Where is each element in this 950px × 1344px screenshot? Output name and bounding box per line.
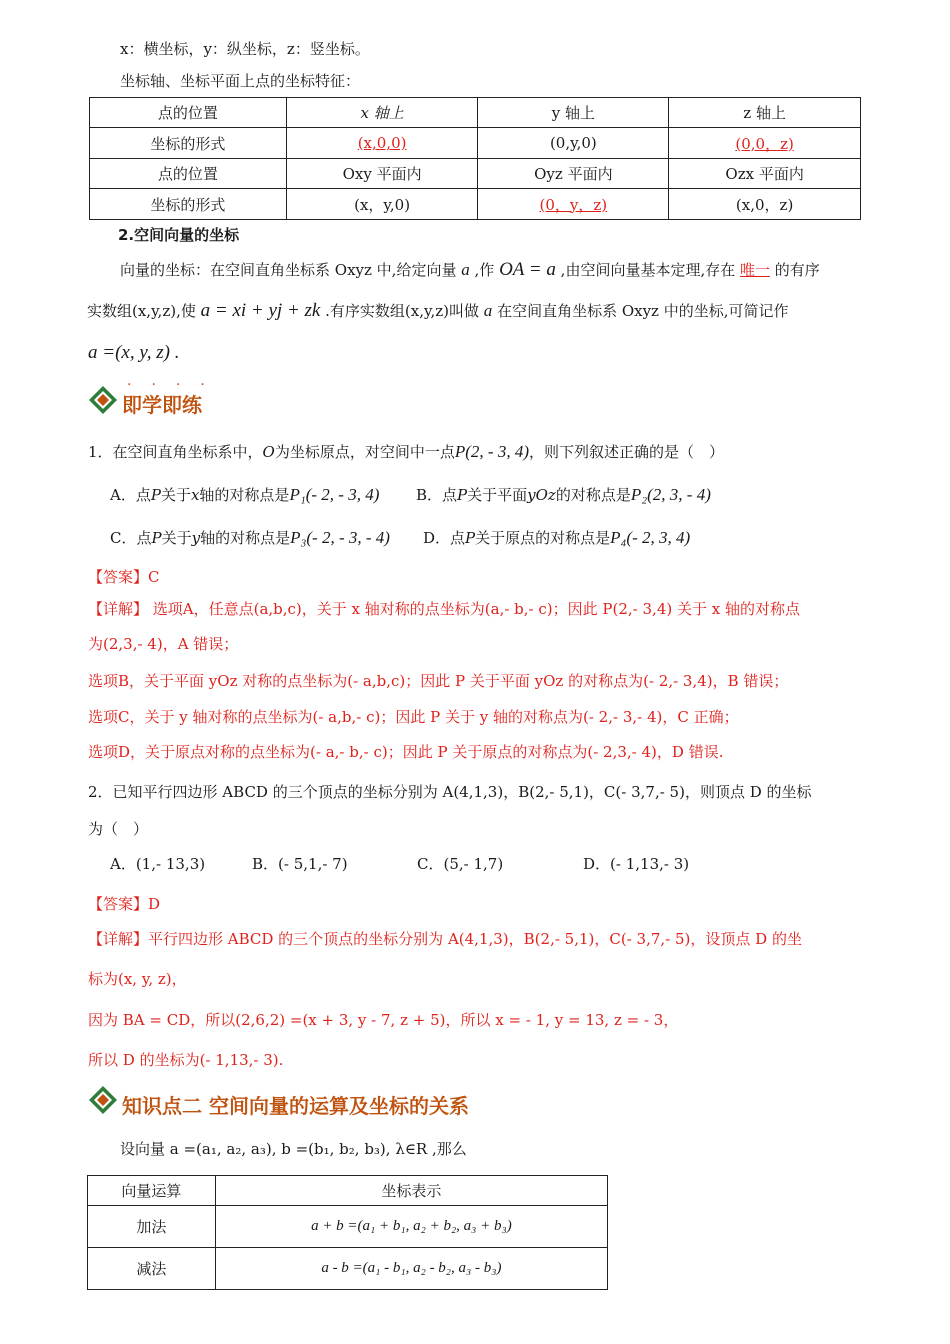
text-span: 关于平面 <box>467 486 528 504</box>
vector-a-symbol: a <box>483 301 493 320</box>
table-row <box>90 98 861 128</box>
table-cell: x 轴上 <box>286 98 478 128</box>
table-cell: (x,0,0) <box>286 128 478 159</box>
table-cell: z 轴上 <box>669 98 861 128</box>
vector-operations-table <box>87 1175 608 1290</box>
oa-equation: OA = a <box>499 259 556 280</box>
text-span: ,作 <box>474 261 495 279</box>
table-cell: 点的位置 <box>90 159 287 189</box>
text-span: P₁(- 2, - 3, 4) <box>289 485 380 504</box>
question-1-option-d[interactable] <box>423 527 690 548</box>
text-span: O <box>262 443 275 461</box>
emphasis-dots: ···· <box>127 377 225 393</box>
text-span: .有序实数组(x,y,z)叫做 <box>325 302 479 320</box>
table-row <box>88 1248 608 1290</box>
question-1-answer: 【答案】C <box>88 568 160 586</box>
question-2-detail-line: 因为 BA = CD，所以(2,6,2) =(x + 3, y - 7, z + 5)，所以 x = - 1, y = 13, z = - 3， <box>88 1011 679 1029</box>
vector-a-symbol: a <box>461 260 470 279</box>
table-cell: (0,0，z) <box>669 128 861 159</box>
table-cell: a + b =(a₁ + b₁, a₂ + b₂, a₃ + b₃) <box>215 1206 607 1248</box>
text-span: 为坐标原点，对空间中一点 <box>274 443 455 461</box>
question-2-stem-cont: 为（ ） <box>88 820 149 838</box>
question-1-detail-line: 【详解】 选项A，任意点(a,b,c)，关于 x 轴对称的点坐标为(a,- b,- c)；因此 P(2,- 3,4) 关于 x 轴的对称点 <box>88 600 800 618</box>
table-cell: 加法 <box>88 1206 216 1248</box>
question-2-option-c[interactable]: C．(5,- 1,7) <box>417 855 504 873</box>
decomposition-equation: a = xi + yj + zk <box>200 300 321 321</box>
question-2-detail-line: 【详解】平行四边形 ABCD 的三个顶点的坐标分别为 A(4,1,3)，B(2,- 5,1)，C(- 3,7,- 5)，设顶点 D 的坐 <box>88 930 802 948</box>
table-cell: Oxy 平面内 <box>286 159 478 189</box>
question-2-answer: 【答案】D <box>88 895 161 913</box>
text-span: D．点 <box>423 529 466 547</box>
table-cell: (x,0，z) <box>669 189 861 220</box>
text-span: P(2, - 3, 4) <box>454 442 529 461</box>
table-header-cell: 坐标表示 <box>215 1176 607 1206</box>
vector-coord-line-1 <box>120 259 820 281</box>
text-span: B．点 <box>416 486 458 504</box>
question-1-detail-line: 选项D，关于原点对称的点坐标为(- a,- b,- c)；因此 P 关于原点的对称点为(- 2,3,- 4)，D 错误. <box>88 743 724 761</box>
table-cell: Ozx 平面内 <box>669 159 861 189</box>
text-span: P₄(- 2, 3, 4) <box>610 528 691 547</box>
axis-names-text: x：横坐标，y：纵坐标，z：竖坐标。 <box>120 40 370 58</box>
table-row <box>90 128 861 159</box>
vector-coord-line-2 <box>87 300 789 322</box>
text-span: 的有序 <box>774 261 820 279</box>
diamond-icon <box>88 1085 118 1115</box>
text-span: y <box>191 529 201 547</box>
text-span: ,由空间向量基本定理,存在 <box>560 261 736 279</box>
text-span: P <box>150 486 161 504</box>
table-cell: (x，y,0) <box>286 189 478 220</box>
text-span: P₃(- 2, - 3, - 4) <box>290 528 390 547</box>
table-cell: y 轴上 <box>478 98 669 128</box>
question-2-option-a[interactable]: A．(1,- 13,3) <box>110 855 206 873</box>
table-cell: Oyz 平面内 <box>478 159 669 189</box>
text-span: C．点 <box>110 529 152 547</box>
table-row <box>88 1206 608 1248</box>
unique-highlight: 唯一 <box>740 261 771 279</box>
question-1-stem <box>88 441 724 462</box>
text-span: A．点 <box>110 486 151 504</box>
text-span: 关于 <box>161 529 192 547</box>
table-cell: (0,y,0) <box>478 128 669 159</box>
coordinate-features-table <box>89 97 861 220</box>
text-span: 实数组(x,y,z),使 <box>87 302 196 320</box>
table-cell: 坐标的形式 <box>90 189 287 220</box>
text-span: P <box>151 529 162 547</box>
coordinate-shorthand: a =(x, y, z) . <box>88 342 180 363</box>
question-2-detail-line: 标为(x, y, z)， <box>88 970 187 988</box>
text-span: 关于 <box>160 486 191 504</box>
question-1-detail-line: 为(2,3,- 4)，A 错误； <box>88 635 239 653</box>
text-span: 轴的对称点是 <box>200 529 291 547</box>
text-span: P <box>457 486 468 504</box>
text-span: P₂(2, 3, - 4) <box>630 485 711 504</box>
question-1-detail-line: 选项C，关于 y 轴对称的点坐标为(- a,b,- c)；因此 P 关于 y 轴的对称点为(- 2,- 3,- 4)，C 正确； <box>88 708 739 726</box>
text-span: 在空间直角坐标系 Oxyz 中的坐标,可简记作 <box>497 302 789 320</box>
table-cell: 点的位置 <box>90 98 287 128</box>
text-span: 1．在空间直角坐标系中， <box>88 443 263 461</box>
table-cell: 减法 <box>88 1248 216 1290</box>
text-span: ，则下列叙述正确的是（ ） <box>529 443 725 461</box>
section-2-title: 2.空间向量的坐标 <box>118 226 240 244</box>
table-cell: 坐标的形式 <box>90 128 287 159</box>
question-1-option-c[interactable] <box>110 527 390 548</box>
text-span: 的对称点是 <box>555 486 631 504</box>
features-title: 坐标轴、坐标平面上点的坐标特征： <box>120 72 361 90</box>
question-1-option-a[interactable] <box>110 484 379 505</box>
text-span: 轴的对称点是 <box>199 486 290 504</box>
text-span: x <box>190 486 200 504</box>
table-row <box>90 189 861 220</box>
text-span: 向量的坐标：在空间直角坐标系 Oxyz 中,给定向量 <box>120 261 457 279</box>
table-cell: a - b =(a₁ - b₁, a₂ - b₂, a₃ - b₃) <box>215 1248 607 1290</box>
question-2-option-d[interactable]: D．(- 1,13,- 3) <box>583 855 690 873</box>
text-span: yOz <box>527 486 556 504</box>
question-2-option-b[interactable]: B．(- 5,1,- 7) <box>252 855 348 873</box>
table-row <box>90 159 861 189</box>
question-1-detail-line: 选项B，关于平面 yOz 对称的点坐标为(- a,b,c)；因此 P 关于平面 yOz 的对称点为(- 2,- 3,4)，B 错误； <box>88 672 789 690</box>
table-header-cell: 向量运算 <box>88 1176 216 1206</box>
knowledge-point-2-title: 知识点二 空间向量的运算及坐标的关系 <box>122 1094 469 1118</box>
text-span: 关于原点的对称点是 <box>475 529 611 547</box>
diamond-icon <box>88 385 118 415</box>
question-2-stem: 2．已知平行四边形 ABCD 的三个顶点的坐标分别为 A(4,1,3)，B(2,- 5,1)，C(- 3,7,- 5)，则顶点 D 的坐标 <box>88 783 812 801</box>
table-cell: (0，y，z) <box>478 189 669 220</box>
table-header-row <box>88 1176 608 1206</box>
question-2-detail-line: 所以 D 的坐标为(- 1,13,- 3). <box>88 1051 284 1069</box>
knowledge-point-2-intro: 设向量 a =(a₁, a₂, a₃), b =(b₁, b₂, b₃), λ∈R ,那么 <box>120 1140 467 1158</box>
text-span: P <box>465 529 476 547</box>
question-1-option-b[interactable] <box>416 484 711 505</box>
practice-title: 即学即练 <box>122 393 202 417</box>
